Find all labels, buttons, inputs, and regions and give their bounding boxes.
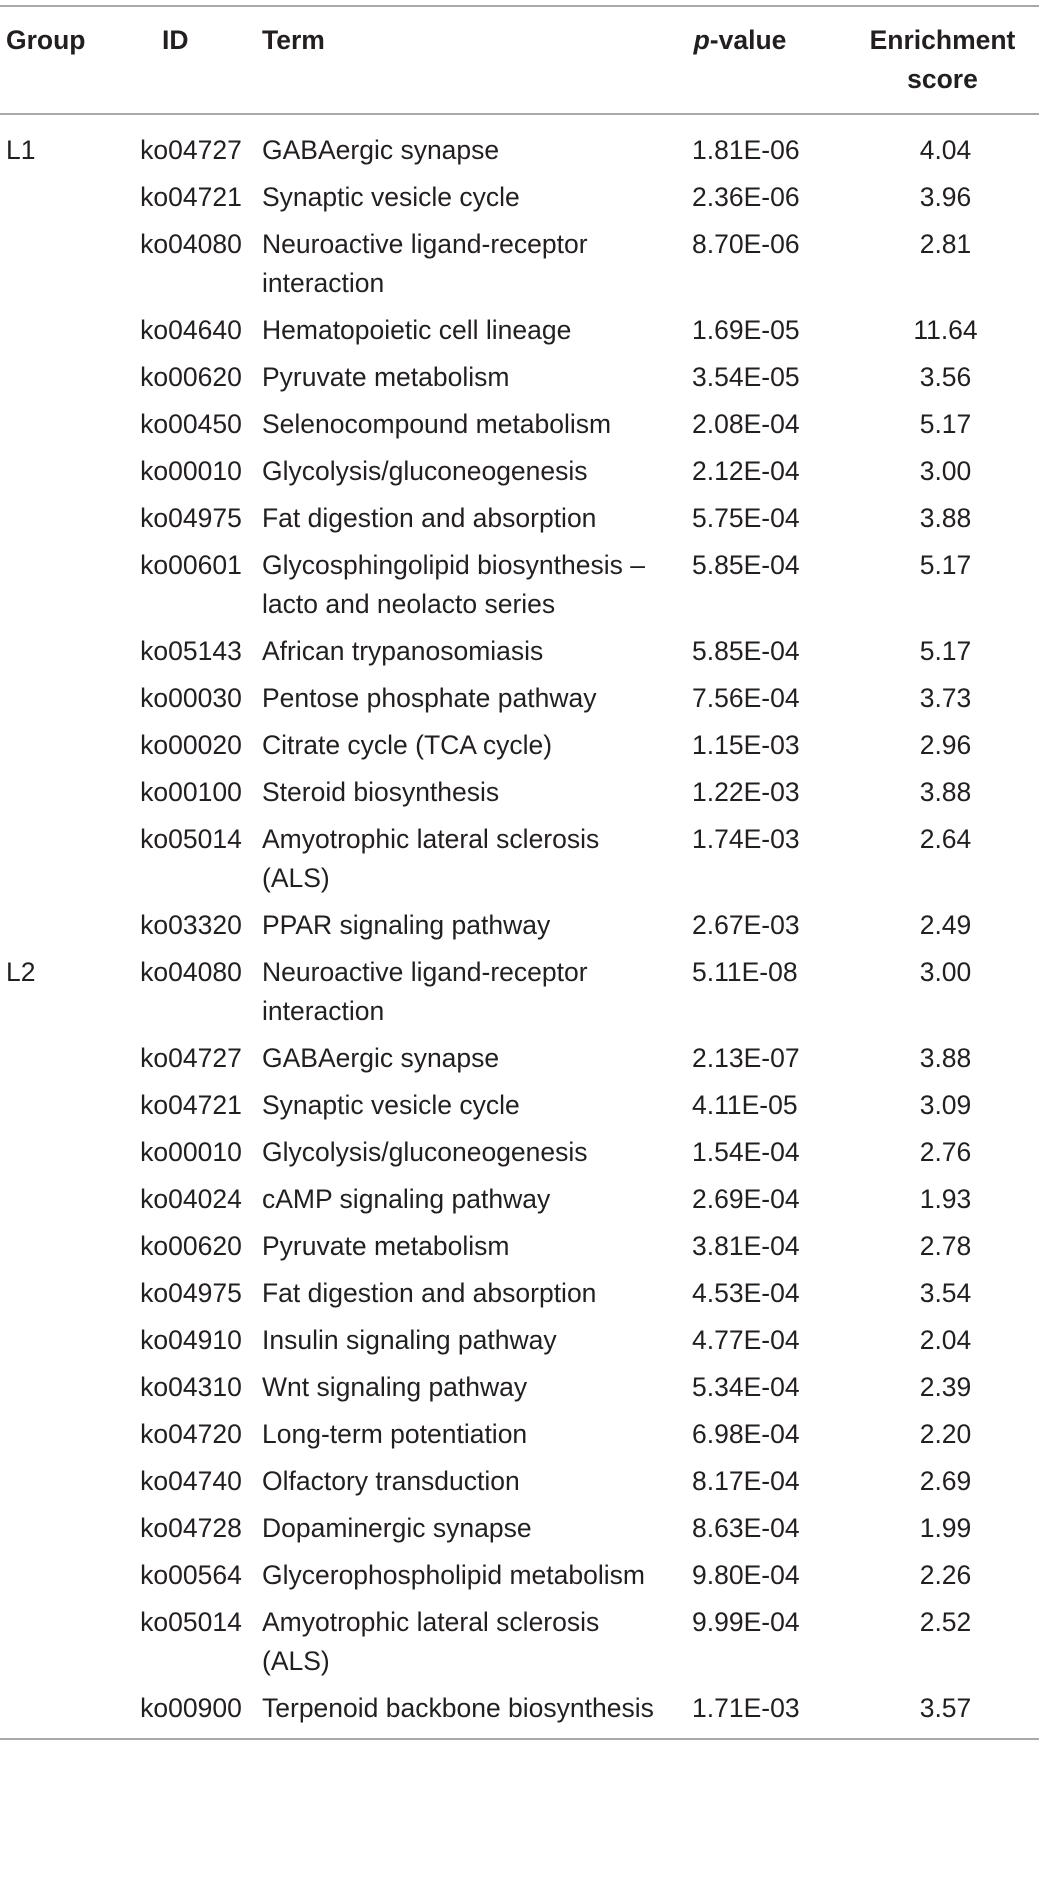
header-es-line1: Enrichment	[869, 25, 1016, 55]
enrichment-score-cell: 3.96	[919, 182, 972, 212]
id-cell: ko04024	[140, 1184, 242, 1214]
header-group: Group	[6, 25, 86, 55]
header-enrichment-score	[846, 6, 1039, 114]
p-value-cell: 1.15E-03	[692, 730, 800, 760]
table-row	[0, 949, 1039, 1035]
p-value-cell: 5.34E-04	[692, 1372, 800, 1402]
id-cell: ko04728	[140, 1513, 242, 1543]
id-cell: ko00601	[140, 550, 242, 580]
p-value-cell: 1.54E-04	[692, 1137, 800, 1167]
p-value-cell: 8.70E-06	[692, 229, 800, 259]
enrichment-score-cell: 3.54	[919, 1278, 972, 1308]
group-cell	[0, 495, 120, 542]
enrichment-score-cell: 3.88	[919, 1043, 972, 1073]
p-value-cell: 1.22E-03	[692, 777, 800, 807]
id-cell: ko00620	[140, 362, 242, 392]
term-cell: Terpenoid backbone biosynthesis	[262, 1693, 654, 1723]
group-cell	[0, 1223, 120, 1270]
term-cell: Olfactory transduction	[262, 1466, 520, 1496]
table-row	[0, 448, 1039, 495]
table-row	[0, 1599, 1039, 1685]
enrichment-score-cell: 3.56	[919, 362, 972, 392]
enrichment-score-cell: 2.69	[919, 1466, 972, 1496]
header-p-value	[674, 6, 846, 114]
p-value-cell: 2.13E-07	[692, 1043, 800, 1073]
table-row	[0, 769, 1039, 816]
p-value-cell: 5.85E-04	[692, 636, 800, 666]
group-cell	[0, 174, 120, 221]
p-value-cell: 5.85E-04	[692, 550, 800, 580]
term-cell: Citrate cycle (TCA cycle)	[262, 730, 553, 760]
enrichment-score-cell: 5.17	[919, 409, 972, 439]
term-cell: Pentose phosphate pathway	[262, 683, 597, 713]
id-cell: ko04975	[140, 503, 242, 533]
table-row	[0, 1176, 1039, 1223]
table-row	[0, 675, 1039, 722]
p-value-cell: 1.71E-03	[692, 1693, 800, 1723]
group-cell	[0, 1270, 120, 1317]
p-value-cell: 4.77E-04	[692, 1325, 800, 1355]
group-cell	[0, 1411, 120, 1458]
term-cell: Glycerophospholipid metabolism	[262, 1560, 645, 1590]
table-row	[0, 1552, 1039, 1599]
id-cell: ko04080	[140, 957, 242, 987]
id-cell: ko04080	[140, 229, 242, 259]
enrichment-score-cell: 2.26	[919, 1560, 972, 1590]
group-cell	[0, 1458, 120, 1505]
id-cell: ko04721	[140, 182, 242, 212]
id-cell: ko00010	[140, 1137, 242, 1167]
id-cell: ko04727	[140, 135, 242, 165]
group-cell	[0, 722, 120, 769]
id-cell: ko04720	[140, 1419, 242, 1449]
table-row	[0, 114, 1039, 174]
group-cell	[0, 675, 120, 722]
group-cell	[0, 769, 120, 816]
table-row	[0, 1035, 1039, 1082]
group-cell	[0, 1599, 120, 1685]
table-row	[0, 174, 1039, 221]
enrichment-score-cell: 2.64	[919, 824, 972, 854]
group-cell	[0, 1082, 120, 1129]
id-cell: ko04640	[140, 315, 242, 345]
kegg-enrichment-table	[0, 5, 1039, 1740]
enrichment-score-cell: 5.17	[919, 636, 972, 666]
enrichment-score-cell: 3.88	[919, 777, 972, 807]
p-value-cell: 2.12E-04	[692, 456, 800, 486]
group-cell	[0, 307, 120, 354]
id-cell: ko05143	[140, 636, 242, 666]
group-cell	[0, 902, 120, 949]
id-cell: ko04721	[140, 1090, 242, 1120]
table-row	[0, 1685, 1039, 1739]
table-body	[0, 114, 1039, 1739]
table-row	[0, 401, 1039, 448]
group-cell	[0, 816, 120, 902]
table-row	[0, 1317, 1039, 1364]
id-cell: ko00620	[140, 1231, 242, 1261]
group-cell	[0, 221, 120, 307]
p-value-cell: 2.36E-06	[692, 182, 800, 212]
id-cell: ko04310	[140, 1372, 242, 1402]
term-cell: Amyotrophic lateral sclerosis (ALS)	[262, 1607, 600, 1676]
p-value-cell: 1.74E-03	[692, 824, 800, 854]
p-value-cell: 1.69E-05	[692, 315, 800, 345]
group-cell	[0, 448, 120, 495]
term-cell: Fat digestion and absorption	[262, 1278, 597, 1308]
group-cell	[0, 1129, 120, 1176]
id-cell: ko00450	[140, 409, 242, 439]
table-row	[0, 628, 1039, 675]
group-cell: L2	[6, 957, 36, 987]
term-cell: Glycosphingolipid biosynthesis – lacto and neolacto series	[262, 550, 645, 619]
group-cell	[0, 1552, 120, 1599]
group-cell	[0, 628, 120, 675]
table-row	[0, 1270, 1039, 1317]
enrichment-score-cell: 3.09	[919, 1090, 972, 1120]
id-cell: ko04910	[140, 1325, 242, 1355]
table-row	[0, 1411, 1039, 1458]
p-value-cell: 2.67E-03	[692, 910, 800, 940]
header-p-italic: p	[693, 25, 710, 55]
table-row	[0, 221, 1039, 307]
group-cell	[0, 1505, 120, 1552]
p-value-cell: 2.08E-04	[692, 409, 800, 439]
term-cell: Glycolysis/gluconeogenesis	[262, 1137, 588, 1167]
p-value-cell: 7.56E-04	[692, 683, 800, 713]
enrichment-score-cell: 2.52	[919, 1607, 972, 1637]
header-es-line2: score	[907, 64, 978, 94]
id-cell: ko03320	[140, 910, 242, 940]
term-cell: Steroid biosynthesis	[262, 777, 500, 807]
enrichment-score-cell: 5.17	[919, 550, 972, 580]
id-cell: ko00564	[140, 1560, 242, 1590]
p-value-cell: 9.80E-04	[692, 1560, 800, 1590]
id-cell: ko00030	[140, 683, 242, 713]
group-cell	[0, 354, 120, 401]
p-value-cell: 3.54E-05	[692, 362, 800, 392]
term-cell: Amyotrophic lateral sclerosis (ALS)	[262, 824, 600, 893]
enrichment-score-cell: 2.96	[919, 730, 972, 760]
id-cell: ko05014	[140, 1607, 242, 1637]
table-row	[0, 1364, 1039, 1411]
table-row	[0, 495, 1039, 542]
table-row	[0, 354, 1039, 401]
header-term: Term	[262, 25, 325, 55]
table-header	[0, 6, 1039, 114]
enrichment-score-cell: 2.49	[919, 910, 972, 940]
term-cell: Hematopoietic cell lineage	[262, 315, 572, 345]
p-value-cell: 4.53E-04	[692, 1278, 800, 1308]
p-value-cell: 5.75E-04	[692, 503, 800, 533]
term-cell: Insulin signaling pathway	[262, 1325, 557, 1355]
id-cell: ko04740	[140, 1466, 242, 1496]
id-cell: ko04975	[140, 1278, 242, 1308]
term-cell: Synaptic vesicle cycle	[262, 182, 520, 212]
term-cell: Fat digestion and absorption	[262, 503, 597, 533]
header-id: ID	[162, 25, 189, 55]
group-cell	[0, 542, 120, 628]
id-cell: ko00100	[140, 777, 242, 807]
header-row	[0, 6, 1039, 114]
p-value-cell: 8.17E-04	[692, 1466, 800, 1496]
table-row	[0, 816, 1039, 902]
group-cell	[0, 1176, 120, 1223]
term-cell: PPAR signaling pathway	[262, 910, 551, 940]
id-cell: ko00010	[140, 456, 242, 486]
enrichment-score-cell: 2.39	[919, 1372, 972, 1402]
table-row	[0, 542, 1039, 628]
enrichment-score-cell: 3.88	[919, 503, 972, 533]
enrichment-score-cell: 1.99	[919, 1513, 972, 1543]
group-cell	[0, 1685, 120, 1739]
p-value-cell: 1.81E-06	[692, 135, 800, 165]
term-cell: Glycolysis/gluconeogenesis	[262, 456, 588, 486]
term-cell: Synaptic vesicle cycle	[262, 1090, 520, 1120]
p-value-cell: 4.11E-05	[692, 1090, 798, 1120]
term-cell: Neuroactive ligand-receptor interaction	[262, 957, 588, 1026]
term-cell: cAMP signaling pathway	[262, 1184, 551, 1214]
id-cell: ko00020	[140, 730, 242, 760]
enrichment-score-cell: 2.04	[919, 1325, 972, 1355]
enrichment-score-cell: 1.93	[919, 1184, 972, 1214]
group-cell	[0, 1317, 120, 1364]
p-value-cell: 3.81E-04	[692, 1231, 800, 1261]
enrichment-score-cell: 4.04	[919, 135, 972, 165]
enrichment-score-cell: 3.57	[919, 1693, 972, 1723]
term-cell: GABAergic synapse	[262, 1043, 500, 1073]
enrichment-score-cell: 2.20	[919, 1419, 972, 1449]
table-row	[0, 902, 1039, 949]
term-cell: Neuroactive ligand-receptor interaction	[262, 229, 588, 298]
group-cell	[0, 401, 120, 448]
enrichment-score-cell: 3.00	[919, 456, 972, 486]
table-row	[0, 307, 1039, 354]
term-cell: Dopaminergic synapse	[262, 1513, 532, 1543]
enrichment-score-cell: 11.64	[913, 315, 978, 345]
table-row	[0, 1505, 1039, 1552]
table-row	[0, 1223, 1039, 1270]
header-p-suffix: -value	[709, 25, 787, 55]
p-value-cell: 2.69E-04	[692, 1184, 800, 1214]
p-value-cell: 8.63E-04	[692, 1513, 800, 1543]
id-cell: ko00900	[140, 1693, 242, 1723]
term-cell: GABAergic synapse	[262, 135, 500, 165]
term-cell: Long-term potentiation	[262, 1419, 528, 1449]
term-cell: Wnt signaling pathway	[262, 1372, 528, 1402]
table-row	[0, 1129, 1039, 1176]
group-cell	[0, 1364, 120, 1411]
group-cell: L1	[6, 135, 36, 165]
term-cell: Pyruvate metabolism	[262, 1231, 510, 1261]
enrichment-score-cell: 2.81	[919, 229, 972, 259]
table-row	[0, 1458, 1039, 1505]
id-cell: ko05014	[140, 824, 242, 854]
enrichment-score-cell: 3.00	[919, 957, 972, 987]
id-cell: ko04727	[140, 1043, 242, 1073]
table-row	[0, 1082, 1039, 1129]
p-value-cell: 9.99E-04	[692, 1607, 800, 1637]
enrichment-score-cell: 2.76	[919, 1137, 972, 1167]
term-cell: Selenocompound metabolism	[262, 409, 612, 439]
p-value-cell: 5.11E-08	[692, 957, 798, 987]
group-cell	[0, 1035, 120, 1082]
enrichment-score-cell: 3.73	[919, 683, 972, 713]
term-cell: African trypanosomiasis	[262, 636, 544, 666]
enrichment-score-cell: 2.78	[919, 1231, 972, 1261]
p-value-cell: 6.98E-04	[692, 1419, 800, 1449]
term-cell: Pyruvate metabolism	[262, 362, 510, 392]
table-row	[0, 722, 1039, 769]
enrichment-table-container	[0, 5, 1039, 1740]
